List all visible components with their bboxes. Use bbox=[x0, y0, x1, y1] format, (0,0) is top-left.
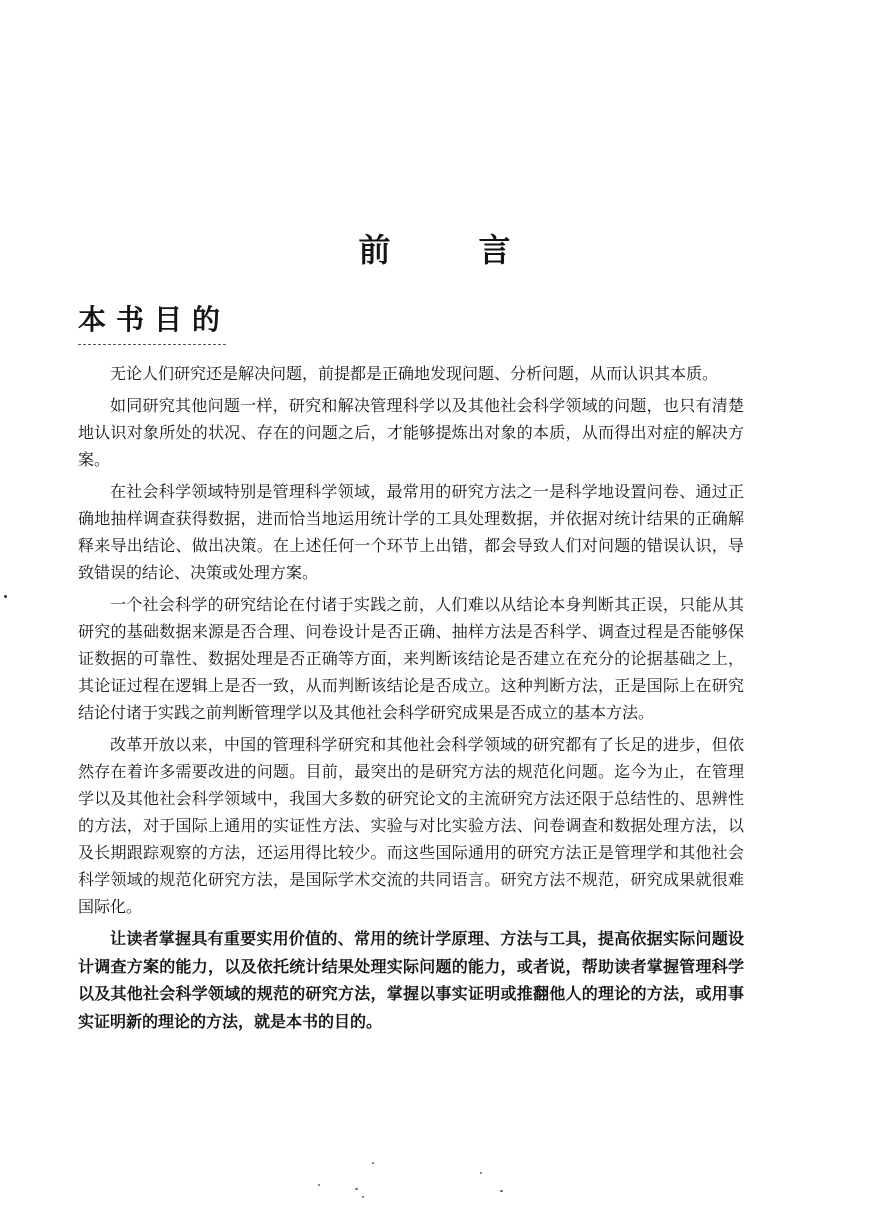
scan-speck bbox=[480, 1172, 482, 1174]
scan-artifact-dot bbox=[4, 595, 7, 598]
section-heading-underline bbox=[78, 344, 226, 345]
scan-speck bbox=[500, 1190, 503, 1192]
page-title: 前言 bbox=[358, 231, 599, 269]
scan-speck bbox=[355, 1188, 358, 1190]
scan-speck bbox=[362, 1196, 364, 1198]
paragraph: 改革开放以来，中国的管理科学研究和其他社会科学领域的研究都有了长足的进步，但依然存在着许多需要改进的问题。目前，最突出的是研究方法的规范化问题。迄今为止，在管理学以及其他社会科学领域中，我国大多数的研究论文的主流研究方法还限于总结性的、思辨性的方法，对于国际上通用的实证性方法、实验与对比实验方法、问卷调查和数据处理方法，以及长期跟踪观察的方法，还运用得比较少。而这些国际通用的研究方法正是管理学和其他社会科学领域的规范化研究方法，是国际学术交流的共同语言。研究方法不规范，研究成果就很难国际化。 bbox=[78, 735, 744, 916]
paragraph: 在社会科学领域特别是管理科学领域，最常用的研究方法之一是科学地设置问卷、通过正确地抽样调查获得数据，进而恰当地运用统计学的工具处理数据，并依据对统计结果的正确解释来导出结论、做出决策。在上述任何一个环节上出错，都会导致人们对问题的错误认识，导致错误的结论、决策或处理方案。 bbox=[78, 482, 744, 582]
paragraph: 一个社会科学的研究结论在付诸于实践之前，人们难以从结论本身判断其正误，只能从其研究的基础数据来源是否合理、问卷设计是否正确、抽样方法是否科学、调查过程是否能够保证数据的可靠性、数据处理是否正确等方面，来判断该结论是否建立在充分的论据基础之上，其论证过程在逻辑上是否一致，从而判断该结论是否成立。这种判断方法，正是国际上在研究结论付诸于实践之前判断管理学以及其他社会科学研究成果是否成立的基本方法。 bbox=[78, 595, 744, 722]
emphasis-paragraph: 让读者掌握具有重要实用价值的、常用的统计学原理、方法与工具，提高依据实际问题设计调查方案的能力，以及依托统计结果处理实际问题的能力，或者说，帮助读者掌握管理科学以及其他社会科学领域的规范的研究方法，掌握以事实证明或推翻他人的理论的方法，或用事实证明新的理论的方法，就是本书的目的。 bbox=[78, 929, 744, 1031]
paragraph: 无论人们研究还是解决问题，前提都是正确地发现问题、分析问题，从而认识其本质。 bbox=[110, 364, 719, 383]
scan-speck bbox=[318, 1184, 320, 1186]
body-text bbox=[78, 360, 744, 1040]
paragraph: 如同研究其他问题一样，研究和解决管理科学以及其他社会科学领域的问题，也只有清楚地认识对象所处的状况、存在的问题之后，才能够提炼出对象的本质，从而得出对症的解决方案。 bbox=[78, 396, 744, 469]
section-heading: 本书目的 bbox=[78, 303, 231, 336]
scan-speck bbox=[372, 1162, 374, 1164]
